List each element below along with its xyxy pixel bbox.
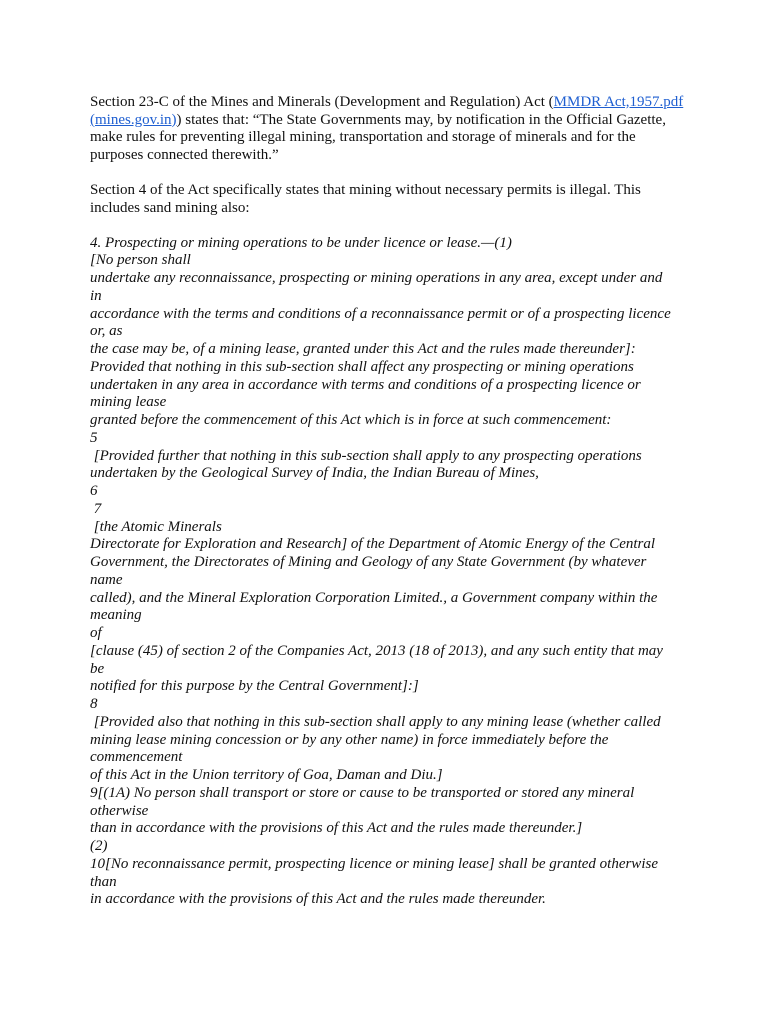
excerpt-line: undertake any reconnaissance, prospecting or mining operations in any area, except under and	[90, 270, 663, 287]
paragraph-text: ) states that: “The State Governments may, by notification in the Official Gazette, make rules for preventing illegal mining, transportation and storage of minerals and for the purposes connected therewith.”	[90, 111, 666, 163]
excerpt-line: mining lease mining concession or by any other name) in force immediately before the	[90, 731, 609, 748]
excerpt-line: than	[90, 873, 117, 890]
excerpt-line: notified for this purpose by the Central Government]:]	[90, 678, 419, 695]
excerpt-line: meaning	[90, 607, 142, 624]
paragraph-section-4: Section 4 of the Act specifically states that mining without necessary permits is illegal. This includes sand mining also:	[90, 182, 641, 216]
excerpt-line: of this Act in the Union territory of Goa, Daman and Diu.]	[90, 767, 443, 784]
excerpt-line: Provided that nothing in this sub-section shall affect any prospecting or mining operations	[90, 358, 634, 375]
excerpt-line: be	[90, 660, 105, 677]
excerpt-line: 9[(1A) No person shall transport or store or cause to be transported or stored any mineral	[90, 784, 635, 801]
excerpt-line: [Provided also that nothing in this sub-section shall apply to any mining lease (whether called	[90, 713, 661, 730]
excerpt-line: of	[90, 625, 102, 642]
excerpt-line: [the Atomic Minerals	[90, 518, 222, 535]
excerpt-line: Government, the Directorates of Mining and Geology of any State Government (by whatever	[90, 554, 647, 571]
excerpt-line: 10[No reconnaissance permit, prospecting licence or mining lease] shall be granted otherwise	[90, 855, 658, 872]
excerpt-line: (2)	[90, 838, 108, 855]
excerpt-line: Directorate for Exploration and Research] of the Department of Atomic Energy of the Central	[90, 536, 656, 553]
excerpt-line: [Provided further that nothing in this sub-section shall apply to any prospecting operations	[90, 447, 642, 464]
excerpt-line: otherwise	[90, 802, 149, 819]
mmdr-act-link[interactable]: MMDR Act,1957.pdf (mines.gov.in)	[90, 94, 684, 128]
excerpt-line: commencement	[90, 749, 183, 766]
excerpt-line: 8	[90, 696, 98, 713]
excerpt-line: the case may be, of a mining lease, granted under this Act and the rules made thereunder]:	[90, 341, 636, 358]
excerpt-line: 7	[90, 500, 102, 517]
excerpt-line: 5	[90, 429, 98, 446]
document-body	[90, 94, 690, 909]
excerpt-line: accordance with the terms and conditions of a reconnaissance permit or of a prospecting licence	[90, 305, 671, 322]
paragraph-text: Section 23-C of the Mines and Minerals (Development and Regulation) Act (	[90, 94, 554, 110]
excerpt-line: undertaken by the Geological Survey of India, the Indian Bureau of Mines,	[90, 465, 539, 482]
excerpt-line: or, as	[90, 323, 123, 340]
excerpt-line: in accordance with the provisions of this Act and the rules made thereunder.	[90, 891, 546, 908]
excerpt-line: called), and the Mineral Exploration Corporation Limited., a Government company within the	[90, 589, 658, 606]
excerpt-line: than in accordance with the provisions of this Act and the rules made thereunder.]	[90, 820, 583, 837]
excerpt-line: 6	[90, 483, 98, 500]
excerpt-line: granted before the commencement of this Act which is in force at such commencement:	[90, 412, 612, 429]
excerpt-line: name	[90, 571, 123, 588]
paragraph-section-23c	[90, 94, 690, 164]
excerpt-line: mining lease	[90, 394, 167, 411]
act-excerpt-quote	[90, 235, 690, 910]
excerpt-line: in	[90, 287, 102, 304]
excerpt-line: [No person shall	[90, 252, 191, 269]
excerpt-line: undertaken in any area in accordance with terms and conditions of a prospecting licence or	[90, 376, 641, 393]
excerpt-line: [clause (45) of section 2 of the Companies Act, 2013 (18 of 2013), and any such entity that may	[90, 642, 663, 659]
excerpt-line: 4. Prospecting or mining operations to be under licence or lease.—(1)	[90, 234, 512, 251]
